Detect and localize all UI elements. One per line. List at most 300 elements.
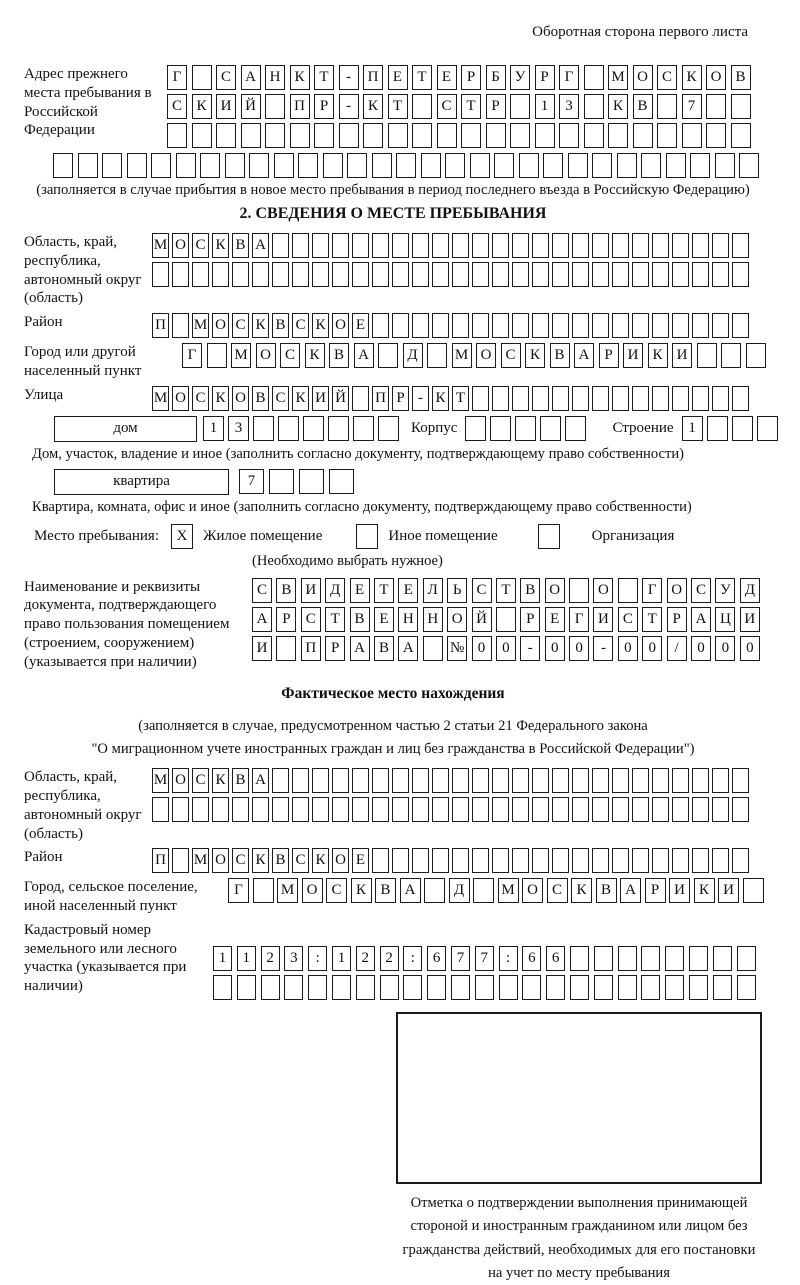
char-box[interactable]: [743, 878, 764, 903]
char-box[interactable]: Й: [472, 607, 492, 632]
char-box[interactable]: [308, 975, 327, 1000]
char-box[interactable]: [612, 233, 629, 258]
char-box[interactable]: [421, 153, 441, 178]
char-box[interactable]: В: [375, 878, 396, 903]
char-box[interactable]: О: [633, 65, 653, 90]
char-box[interactable]: [192, 65, 212, 90]
char-box[interactable]: [592, 797, 609, 822]
char-box[interactable]: [612, 313, 629, 338]
char-box[interactable]: [570, 975, 589, 1000]
char-box[interactable]: 6: [546, 946, 565, 971]
char-box[interactable]: [492, 386, 509, 411]
char-box[interactable]: 0: [642, 636, 662, 661]
char-box[interactable]: С: [192, 768, 209, 793]
char-box[interactable]: [475, 975, 494, 1000]
char-box[interactable]: [652, 233, 669, 258]
char-box[interactable]: В: [232, 768, 249, 793]
char-box[interactable]: [461, 123, 481, 148]
char-box[interactable]: [292, 262, 309, 287]
char-box[interactable]: [278, 416, 299, 441]
char-box[interactable]: О: [447, 607, 467, 632]
char-box[interactable]: [592, 313, 609, 338]
char-box[interactable]: [492, 848, 509, 873]
char-box[interactable]: О: [667, 578, 687, 603]
char-box[interactable]: [378, 343, 398, 368]
char-box[interactable]: Р: [667, 607, 687, 632]
char-box[interactable]: Р: [276, 607, 296, 632]
char-box[interactable]: [731, 123, 751, 148]
char-box[interactable]: С: [657, 65, 677, 90]
char-box[interactable]: [292, 768, 309, 793]
char-box[interactable]: [515, 416, 536, 441]
char-box[interactable]: [584, 65, 604, 90]
char-box[interactable]: А: [400, 878, 421, 903]
char-box[interactable]: Т: [452, 386, 469, 411]
char-box[interactable]: [499, 975, 518, 1000]
char-box[interactable]: Р: [645, 878, 666, 903]
char-box[interactable]: [102, 153, 122, 178]
char-box[interactable]: [692, 313, 709, 338]
char-box[interactable]: С: [501, 343, 521, 368]
char-box[interactable]: И: [301, 578, 321, 603]
char-box[interactable]: [372, 313, 389, 338]
char-box[interactable]: К: [694, 878, 715, 903]
char-box[interactable]: [212, 262, 229, 287]
char-box[interactable]: [570, 946, 589, 971]
char-box[interactable]: Г: [559, 65, 579, 90]
char-box[interactable]: [732, 848, 749, 873]
char-box[interactable]: У: [715, 578, 735, 603]
char-box[interactable]: [565, 416, 586, 441]
char-box[interactable]: [712, 848, 729, 873]
char-box[interactable]: [496, 607, 516, 632]
char-box[interactable]: [510, 94, 530, 119]
char-box[interactable]: [512, 233, 529, 258]
char-box[interactable]: С: [292, 848, 309, 873]
char-box[interactable]: Г: [569, 607, 589, 632]
char-box[interactable]: [552, 262, 569, 287]
char-box[interactable]: [594, 975, 613, 1000]
char-box[interactable]: К: [351, 878, 372, 903]
char-box[interactable]: [465, 416, 486, 441]
char-box[interactable]: [522, 975, 541, 1000]
char-box[interactable]: К: [212, 386, 229, 411]
char-box[interactable]: В: [232, 233, 249, 258]
char-box[interactable]: 0: [740, 636, 760, 661]
char-box[interactable]: 1: [535, 94, 555, 119]
char-box[interactable]: [666, 153, 686, 178]
char-box[interactable]: 7: [451, 946, 470, 971]
char-box[interactable]: [412, 233, 429, 258]
char-box[interactable]: [490, 416, 511, 441]
char-box[interactable]: А: [354, 343, 374, 368]
char-box[interactable]: [445, 153, 465, 178]
char-box[interactable]: Р: [392, 386, 409, 411]
char-box[interactable]: 1: [237, 946, 256, 971]
char-box[interactable]: [216, 123, 236, 148]
char-box[interactable]: [652, 313, 669, 338]
char-box[interactable]: [176, 153, 196, 178]
char-box[interactable]: [641, 153, 661, 178]
char-box[interactable]: Е: [350, 578, 370, 603]
char-box[interactable]: К: [305, 343, 325, 368]
char-box[interactable]: С: [192, 386, 209, 411]
char-box[interactable]: [392, 262, 409, 287]
char-box[interactable]: О: [232, 386, 249, 411]
char-box[interactable]: В: [272, 313, 289, 338]
char-box[interactable]: [612, 262, 629, 287]
char-box[interactable]: [572, 386, 589, 411]
char-box[interactable]: [592, 386, 609, 411]
char-box[interactable]: [272, 797, 289, 822]
char-box[interactable]: [249, 153, 269, 178]
char-box[interactable]: [470, 153, 490, 178]
char-box[interactable]: [612, 797, 629, 822]
char-box[interactable]: М: [608, 65, 628, 90]
char-box[interactable]: А: [620, 878, 641, 903]
char-box[interactable]: О: [172, 386, 189, 411]
char-box[interactable]: О: [212, 313, 229, 338]
char-box[interactable]: [732, 233, 749, 258]
char-box[interactable]: 0: [569, 636, 589, 661]
organization-checkbox[interactable]: [538, 524, 560, 549]
char-box[interactable]: [572, 797, 589, 822]
char-box[interactable]: 7: [475, 946, 494, 971]
char-box[interactable]: Ь: [447, 578, 467, 603]
char-box[interactable]: С: [252, 578, 272, 603]
char-box[interactable]: В: [276, 578, 296, 603]
char-box[interactable]: 1: [203, 416, 224, 441]
char-box[interactable]: [213, 975, 232, 1000]
char-box[interactable]: [552, 768, 569, 793]
char-box[interactable]: [392, 797, 409, 822]
char-box[interactable]: О: [256, 343, 276, 368]
char-box[interactable]: Т: [314, 65, 334, 90]
char-box[interactable]: П: [372, 386, 389, 411]
char-box[interactable]: [212, 797, 229, 822]
char-box[interactable]: :: [403, 946, 422, 971]
char-box[interactable]: В: [374, 636, 394, 661]
char-box[interactable]: С: [326, 878, 347, 903]
char-box[interactable]: С: [301, 607, 321, 632]
char-box[interactable]: А: [691, 607, 711, 632]
char-box[interactable]: М: [452, 343, 472, 368]
char-box[interactable]: [332, 975, 351, 1000]
char-box[interactable]: [665, 975, 684, 1000]
char-box[interactable]: В: [596, 878, 617, 903]
char-box[interactable]: [712, 233, 729, 258]
char-box[interactable]: [312, 797, 329, 822]
char-box[interactable]: [618, 578, 638, 603]
char-box[interactable]: [612, 386, 629, 411]
char-box[interactable]: [572, 233, 589, 258]
char-box[interactable]: [352, 262, 369, 287]
apartment-field-label[interactable]: квартира: [54, 469, 229, 495]
char-box[interactable]: -: [520, 636, 540, 661]
char-box[interactable]: [152, 797, 169, 822]
char-box[interactable]: [592, 848, 609, 873]
char-box[interactable]: [731, 94, 751, 119]
char-box[interactable]: К: [212, 233, 229, 258]
char-box[interactable]: М: [192, 313, 209, 338]
char-box[interactable]: [352, 233, 369, 258]
char-box[interactable]: [332, 262, 349, 287]
char-box[interactable]: [172, 313, 189, 338]
char-box[interactable]: [632, 797, 649, 822]
char-box[interactable]: [712, 768, 729, 793]
char-box[interactable]: К: [432, 386, 449, 411]
char-box[interactable]: [612, 768, 629, 793]
char-box[interactable]: [274, 153, 294, 178]
char-box[interactable]: Е: [352, 313, 369, 338]
char-box[interactable]: [512, 848, 529, 873]
char-box[interactable]: [712, 797, 729, 822]
char-box[interactable]: [584, 94, 604, 119]
char-box[interactable]: [572, 262, 589, 287]
char-box[interactable]: С: [547, 878, 568, 903]
char-box[interactable]: [312, 233, 329, 258]
char-box[interactable]: Е: [388, 65, 408, 90]
char-box[interactable]: А: [252, 607, 272, 632]
char-box[interactable]: К: [192, 94, 212, 119]
char-box[interactable]: [352, 386, 369, 411]
char-box[interactable]: К: [290, 65, 310, 90]
char-box[interactable]: [492, 313, 509, 338]
char-box[interactable]: [572, 768, 589, 793]
char-box[interactable]: [332, 797, 349, 822]
char-box[interactable]: [512, 313, 529, 338]
char-box[interactable]: 3: [284, 946, 303, 971]
char-box[interactable]: [380, 975, 399, 1000]
char-box[interactable]: [532, 797, 549, 822]
char-box[interactable]: [427, 343, 447, 368]
other-premises-checkbox[interactable]: [356, 524, 378, 549]
char-box[interactable]: К: [571, 878, 592, 903]
char-box[interactable]: [697, 343, 717, 368]
char-box[interactable]: [652, 386, 669, 411]
char-box[interactable]: Т: [388, 94, 408, 119]
char-box[interactable]: В: [329, 343, 349, 368]
char-box[interactable]: И: [623, 343, 643, 368]
char-box[interactable]: [672, 797, 689, 822]
char-box[interactable]: [592, 153, 612, 178]
char-box[interactable]: Д: [740, 578, 760, 603]
char-box[interactable]: 2: [261, 946, 280, 971]
char-box[interactable]: [372, 153, 392, 178]
char-box[interactable]: [412, 797, 429, 822]
char-box[interactable]: [412, 313, 429, 338]
char-box[interactable]: И: [593, 607, 613, 632]
char-box[interactable]: [568, 153, 588, 178]
char-box[interactable]: -: [339, 65, 359, 90]
char-box[interactable]: [672, 386, 689, 411]
char-box[interactable]: [192, 123, 212, 148]
char-box[interactable]: [432, 768, 449, 793]
char-box[interactable]: О: [522, 878, 543, 903]
char-box[interactable]: Р: [486, 94, 506, 119]
char-box[interactable]: [392, 313, 409, 338]
char-box[interactable]: [632, 233, 649, 258]
char-box[interactable]: Е: [437, 65, 457, 90]
char-box[interactable]: [328, 416, 349, 441]
char-box[interactable]: [641, 975, 660, 1000]
char-box[interactable]: 0: [618, 636, 638, 661]
char-box[interactable]: Г: [167, 65, 187, 90]
char-box[interactable]: [252, 797, 269, 822]
char-box[interactable]: [353, 416, 374, 441]
char-box[interactable]: [652, 768, 669, 793]
char-box[interactable]: К: [525, 343, 545, 368]
char-box[interactable]: [665, 946, 684, 971]
char-box[interactable]: [732, 768, 749, 793]
char-box[interactable]: А: [252, 768, 269, 793]
char-box[interactable]: С: [618, 607, 638, 632]
char-box[interactable]: [618, 975, 637, 1000]
char-box[interactable]: [512, 797, 529, 822]
char-box[interactable]: [689, 946, 708, 971]
char-box[interactable]: [303, 416, 324, 441]
char-box[interactable]: [492, 797, 509, 822]
char-box[interactable]: [396, 153, 416, 178]
char-box[interactable]: [347, 153, 367, 178]
char-box[interactable]: О: [332, 848, 349, 873]
char-box[interactable]: В: [350, 607, 370, 632]
char-box[interactable]: [632, 768, 649, 793]
char-box[interactable]: [519, 153, 539, 178]
char-box[interactable]: [512, 386, 529, 411]
char-box[interactable]: [592, 768, 609, 793]
char-box[interactable]: И: [718, 878, 739, 903]
char-box[interactable]: С: [192, 233, 209, 258]
char-box[interactable]: [332, 768, 349, 793]
char-box[interactable]: 6: [427, 946, 446, 971]
char-box[interactable]: [492, 768, 509, 793]
char-box[interactable]: К: [312, 313, 329, 338]
char-box[interactable]: [241, 123, 261, 148]
char-box[interactable]: [151, 153, 171, 178]
char-box[interactable]: 2: [356, 946, 375, 971]
char-box[interactable]: [632, 262, 649, 287]
char-box[interactable]: [284, 975, 303, 1000]
char-box[interactable]: О: [593, 578, 613, 603]
residential-checkbox[interactable]: X: [171, 524, 193, 549]
char-box[interactable]: П: [363, 65, 383, 90]
char-box[interactable]: [412, 262, 429, 287]
char-box[interactable]: [737, 975, 756, 1000]
char-box[interactable]: [272, 233, 289, 258]
char-box[interactable]: [712, 386, 729, 411]
char-box[interactable]: [532, 313, 549, 338]
char-box[interactable]: Е: [398, 578, 418, 603]
char-box[interactable]: В: [633, 94, 653, 119]
char-box[interactable]: [412, 94, 432, 119]
char-box[interactable]: [372, 848, 389, 873]
char-box[interactable]: М: [277, 878, 298, 903]
char-box[interactable]: [472, 262, 489, 287]
char-box[interactable]: К: [312, 848, 329, 873]
char-box[interactable]: [543, 153, 563, 178]
char-box[interactable]: [552, 797, 569, 822]
char-box[interactable]: С: [292, 313, 309, 338]
char-box[interactable]: [641, 946, 660, 971]
char-box[interactable]: [452, 768, 469, 793]
char-box[interactable]: [272, 768, 289, 793]
char-box[interactable]: Ц: [715, 607, 735, 632]
char-box[interactable]: Г: [182, 343, 202, 368]
char-box[interactable]: М: [498, 878, 519, 903]
char-box[interactable]: [372, 768, 389, 793]
char-box[interactable]: [713, 975, 732, 1000]
char-box[interactable]: Б: [486, 65, 506, 90]
char-box[interactable]: [424, 878, 445, 903]
char-box[interactable]: [172, 848, 189, 873]
char-box[interactable]: [672, 848, 689, 873]
char-box[interactable]: П: [290, 94, 310, 119]
char-box[interactable]: С: [280, 343, 300, 368]
char-box[interactable]: [272, 262, 289, 287]
char-box[interactable]: Р: [599, 343, 619, 368]
char-box[interactable]: [732, 262, 749, 287]
char-box[interactable]: К: [252, 313, 269, 338]
char-box[interactable]: К: [292, 386, 309, 411]
char-box[interactable]: [372, 233, 389, 258]
char-box[interactable]: -: [412, 386, 429, 411]
char-box[interactable]: А: [350, 636, 370, 661]
char-box[interactable]: [572, 313, 589, 338]
char-box[interactable]: Д: [325, 578, 345, 603]
char-box[interactable]: [707, 416, 728, 441]
char-box[interactable]: 0: [691, 636, 711, 661]
char-box[interactable]: [559, 123, 579, 148]
char-box[interactable]: [692, 386, 709, 411]
char-box[interactable]: К: [252, 848, 269, 873]
char-box[interactable]: 0: [545, 636, 565, 661]
char-box[interactable]: [657, 123, 677, 148]
char-box[interactable]: [265, 94, 285, 119]
char-box[interactable]: [652, 848, 669, 873]
char-box[interactable]: С: [272, 386, 289, 411]
char-box[interactable]: [452, 233, 469, 258]
char-box[interactable]: [363, 123, 383, 148]
char-box[interactable]: М: [152, 386, 169, 411]
char-box[interactable]: О: [302, 878, 323, 903]
char-box[interactable]: [712, 313, 729, 338]
char-box[interactable]: С: [232, 848, 249, 873]
char-box[interactable]: Н: [423, 607, 443, 632]
char-box[interactable]: [451, 975, 470, 1000]
char-box[interactable]: И: [252, 636, 272, 661]
char-box[interactable]: С: [232, 313, 249, 338]
char-box[interactable]: [682, 123, 702, 148]
char-box[interactable]: [672, 233, 689, 258]
char-box[interactable]: П: [152, 848, 169, 873]
char-box[interactable]: [423, 636, 443, 661]
char-box[interactable]: Т: [461, 94, 481, 119]
char-box[interactable]: 0: [496, 636, 516, 661]
char-box[interactable]: М: [152, 768, 169, 793]
char-box[interactable]: А: [574, 343, 594, 368]
char-box[interactable]: И: [312, 386, 329, 411]
char-box[interactable]: [261, 975, 280, 1000]
char-box[interactable]: [510, 123, 530, 148]
char-box[interactable]: [339, 123, 359, 148]
char-box[interactable]: [617, 153, 637, 178]
char-box[interactable]: [540, 416, 561, 441]
char-box[interactable]: 0: [715, 636, 735, 661]
char-box[interactable]: [492, 262, 509, 287]
char-box[interactable]: :: [308, 946, 327, 971]
char-box[interactable]: [392, 848, 409, 873]
